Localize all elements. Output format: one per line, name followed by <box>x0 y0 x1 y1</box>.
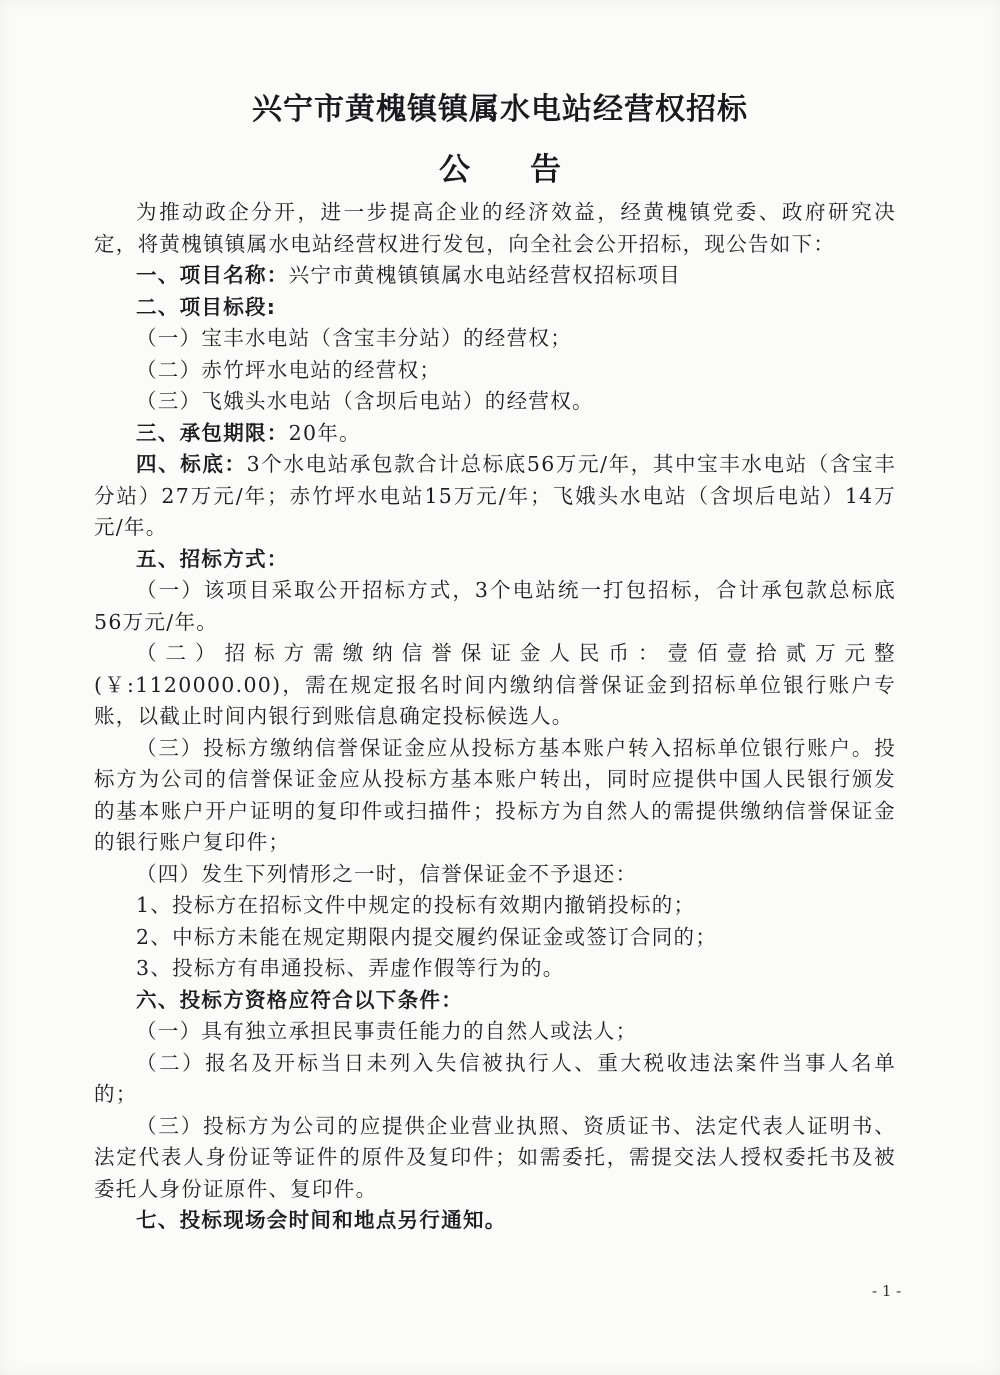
document-subtitle: 公告 <box>439 152 621 188</box>
section-5-item: （四）发生下列情形之一时，信誉保证金不予退还： <box>136 861 638 886</box>
section-1-heading: 一、项目名称： <box>136 263 289 287</box>
section-4-heading: 四、标底： <box>136 452 247 476</box>
section-5-item: 1、投标方在招标文件中规定的投标有效期内撤销投标的； <box>136 893 696 917</box>
page-number: - 1 - <box>872 1282 902 1300</box>
section-7-heading: 七、投标现场会时间和地点另行通知。 <box>136 1208 507 1232</box>
document-body <box>94 197 896 1237</box>
section-5-item: 3、投标方有串通投标、弄虚作假等行为的。 <box>136 956 565 980</box>
section-5-item: （三）投标方缴纳信誉保证金应从投标方基本账户转入招标单位银行账户。投标方为公司的信誉保证金应从投标方基本账户转出，同时应提供中国人民银行颁发的基本账户开户证明的复印件或扫描件；投标方为自然人的需提供缴纳信誉保证金的银行账户复印件； <box>94 735 896 854</box>
section-2-item: （三）飞娥头水电站（含坝后电站）的经营权。 <box>136 389 594 413</box>
section-5-item: 2、中标方未能在规定期限内提交履约保证金或签订合同的； <box>136 924 718 949</box>
section-6-heading: 六、投标方资格应符合以下条件： <box>136 987 463 1012</box>
section-3-heading: 三、承包期限： <box>136 420 289 445</box>
section-4-text: 3个水电站承包款合计总标底56万元/年，其中宝丰水电站（含宝丰分站）27万元/年；赤竹坪水电站15万元/年；飞娥头水电站（含坝后电站）14万元/年。 <box>94 452 896 539</box>
section-4 <box>94 449 896 544</box>
section-1 <box>94 260 896 292</box>
section-2-item: （二）赤竹坪水电站的经营权； <box>136 357 442 382</box>
section-3 <box>94 418 896 450</box>
section-5-item: （二）招标方需缴纳信誉保证金人民币：壹佰壹拾贰万元整(￥:1120000.00)，需在规定报名时间内缴纳信誉保证金到招标单位银行账户专账，以截止时间内银行到账信息确定投标候选人。 <box>94 641 896 728</box>
section-3-text: 20年。 <box>288 420 361 445</box>
intro-paragraph: 为推动政企分开，进一步提高企业的经济效益，经黄槐镇党委、政府研究决定，将黄槐镇镇属水电站经营权进行发包，向全社会公开招标，现公告如下： <box>94 200 896 256</box>
section-6-item: （三）投标方为公司的应提供企业营业执照、资质证书、法定代表人证明书、法定代表人身份证等证件的原件及复印件；如需委托，需提交法人授权委托书及被委托人身份证原件、复印件。 <box>94 1113 896 1201</box>
section-5-item: （一）该项目采取公开招标方式，3个电站统一打包招标，合计承包款总标底56万元/年。 <box>94 578 896 634</box>
section-2-item: （一）宝丰水电站（含宝丰分站）的经营权； <box>136 326 572 350</box>
section-2-heading: 二、项目标段: <box>136 294 277 319</box>
section-5-heading: 五、招标方式： <box>136 546 289 571</box>
section-6-item: （一）具有独立承担民事责任能力的自然人或法人； <box>136 1019 638 1043</box>
section-1-text: 兴宁市黄槐镇镇属水电站经营权招标项目 <box>288 263 682 287</box>
document-title: 兴宁市黄槐镇镇属水电站经营权招标 <box>252 92 748 127</box>
section-6-item: （二）报名及开标当日未列入失信被执行人、重大税收违法案件当事人名单的； <box>94 1050 896 1106</box>
